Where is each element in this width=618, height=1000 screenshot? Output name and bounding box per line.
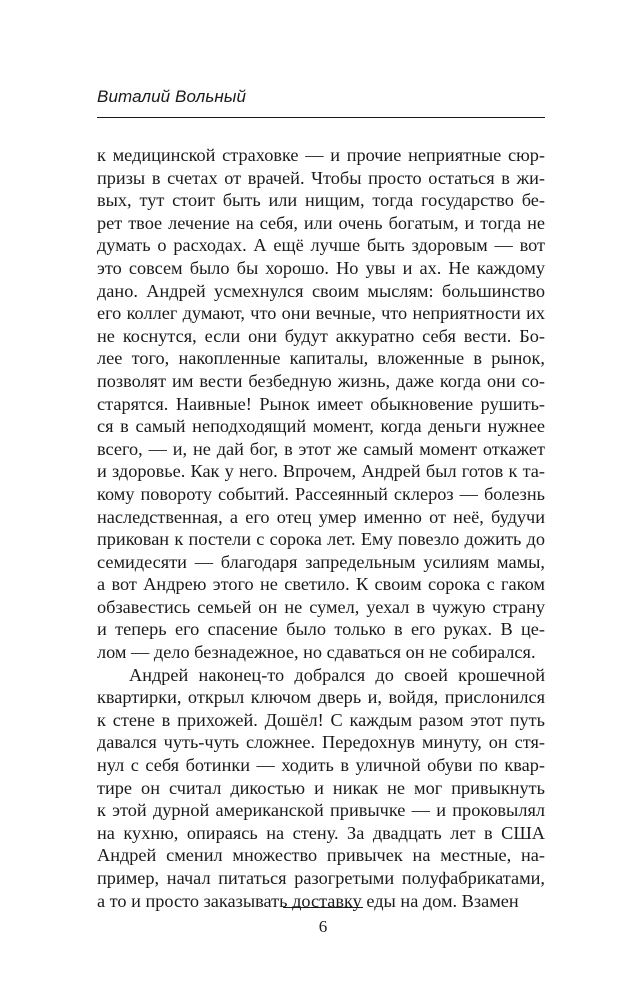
text-line: а то и просто заказывать доставку еды на дом. Взамен (97, 890, 519, 911)
text-line: это совсем было бы хорошо. Но увы и ах. Не каждому (97, 257, 545, 278)
text-line: думать о расходах. А ещё лучше быть здоровым — вот (97, 235, 545, 256)
text-line: рет твое лечение на себя, или очень богатым, и тогда не (97, 212, 545, 233)
text-line: призы в счетах от врачей. Чтобы просто остаться в жи- (97, 167, 545, 188)
text-line: квартирки, открыл ключом дверь и, войдя, прислонился (97, 687, 545, 708)
text-line: к этой дурной американской привычке — и проковылял (97, 800, 545, 821)
text-line: дано. Андрей усмехнулся своим мыслям: большинство (97, 280, 545, 301)
text-line: давался чуть-чуть сложнее. Передохнув минуту, он стя- (97, 732, 545, 753)
text-line: лом — дело безнадежное, но сдаваться он не собирался. (97, 642, 536, 663)
text-line: ся в самый неподходящий момент, когда деньги нужнее (97, 416, 545, 437)
text-line: к стене в прихожей. Дошёл! С каждым разом этот путь (97, 709, 545, 730)
text-line: всего, — и, не дай бог, в этот же самый момент откажет (97, 438, 545, 459)
running-head: Виталий Вольный (97, 87, 247, 106)
text-line: пример, начал питаться разогретыми полуфабрикатами, (97, 868, 545, 888)
text-line: а вот Андрею этого не светило. К своим сорока с гаком (97, 574, 545, 595)
text-line: старятся. Наивные! Рынок имеет обыкновение рушить- (97, 393, 545, 414)
text-line: позволят им вести безбедную жизнь, даже когда они со- (97, 370, 545, 391)
text-line: и теперь его спасение было только в его руках. В це- (97, 619, 545, 640)
text-line: Андрей сменил множество привычек на местные, на- (97, 845, 545, 866)
body-text (97, 144, 545, 912)
header-rule (97, 117, 545, 118)
text-line: и здоровье. Как у него. Впрочем, Андрей был готов к та- (97, 461, 545, 482)
text-line: тире он считал дикостью и никак не мог привыкнуть (97, 777, 545, 798)
text-line: его коллег думают, что они вечные, что неприятности их (97, 303, 545, 324)
text-line: обзавестись семьей он не сумел, уехал в чужую страну (97, 596, 545, 617)
text-line: прикован к постели с сорока лет. Ему повезло дожить до (97, 529, 545, 550)
text-line: семидесяти — благодаря запредельным усилиям мамы, (97, 551, 545, 572)
text-line: кому повороту событий. Рассеянный склероз — болезнь (97, 483, 545, 504)
text-line: на кухню, опираясь на стену. За двадцать лет в США (97, 822, 545, 843)
text-line: наследственная, а его отец умер именно от неё, будучи (97, 506, 545, 527)
text-line: вых, тут стоит быть или нищим, тогда государство бе- (97, 190, 545, 211)
text-line: лее того, накопленные капиталы, вложенные в рынок, (97, 348, 545, 369)
paragraph (97, 664, 545, 913)
footer-rule (283, 907, 363, 908)
paragraph (97, 144, 545, 664)
text-line: к медицинской страховке — и прочие неприятные сюр- (97, 145, 545, 165)
text-line: Андрей наконец-то добрался до своей крошечной (129, 664, 545, 685)
text-line: не коснутся, если они будут аккуратно себя вести. Бо- (97, 325, 545, 346)
page-number: 6 (318, 917, 328, 936)
text-line: нул с себя ботинки — ходить в уличной обуви по квар- (97, 755, 545, 776)
